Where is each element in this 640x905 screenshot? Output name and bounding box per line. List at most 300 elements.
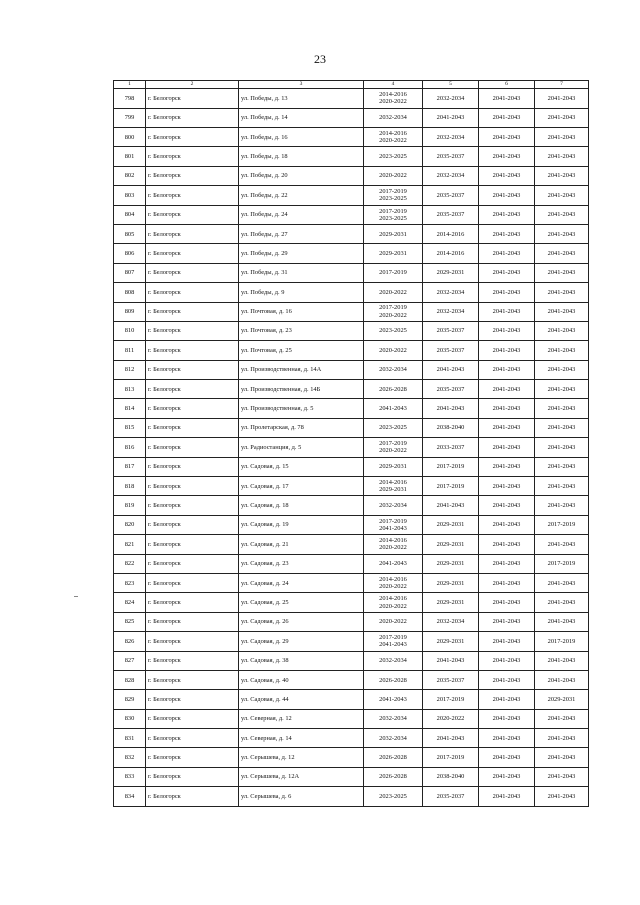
city-cell: г. Белогорск: [146, 166, 239, 185]
period-cell: 2020-2022: [364, 341, 423, 360]
period-cell: 2032-2034: [423, 283, 479, 302]
period-cell: 2020-2022: [364, 166, 423, 185]
table-row: [114, 767, 589, 786]
address-cell: ул. Садовая, д. 17: [239, 477, 364, 496]
period-cell: 2032-2034: [364, 360, 423, 379]
period-cell: 2041-2043: [535, 224, 589, 243]
table-row: [114, 535, 589, 554]
period-cell: 2041-2043: [479, 690, 535, 709]
period-cell: 2041-2043: [535, 127, 589, 146]
period-cell: 2041-2043: [535, 612, 589, 631]
city-cell: г. Белогорск: [146, 612, 239, 631]
row-number-cell: 806: [114, 244, 146, 263]
row-number-cell: 824: [114, 593, 146, 612]
row-number-cell: 798: [114, 89, 146, 108]
city-cell: г. Белогорск: [146, 632, 239, 651]
row-number-cell: 831: [114, 729, 146, 748]
table-row: [114, 302, 589, 321]
period-cell: 2041-2043: [364, 690, 423, 709]
city-cell: г. Белогорск: [146, 690, 239, 709]
city-cell: г. Белогорск: [146, 205, 239, 224]
address-cell: ул. Садовая, д. 24: [239, 573, 364, 592]
period-cell: 2017-2019 2041-2043: [364, 632, 423, 651]
table-row: [114, 360, 589, 379]
period-cell: 2032-2034: [364, 709, 423, 728]
period-cell: 2041-2043: [479, 767, 535, 786]
period-cell: 2041-2043: [535, 108, 589, 127]
address-cell: ул. Пролетарская, д. 78: [239, 418, 364, 437]
city-cell: г. Белогорск: [146, 670, 239, 689]
address-cell: ул. Садовая, д. 21: [239, 535, 364, 554]
table-row: [114, 554, 589, 573]
period-cell: 2041-2043: [479, 418, 535, 437]
period-cell: 2041-2043: [535, 89, 589, 108]
period-cell: 2032-2034: [364, 651, 423, 670]
row-number-cell: 803: [114, 186, 146, 205]
period-cell: 2041-2043: [423, 651, 479, 670]
city-cell: г. Белогорск: [146, 89, 239, 108]
period-cell: 2041-2043: [479, 108, 535, 127]
city-cell: г. Белогорск: [146, 515, 239, 534]
city-cell: г. Белогорск: [146, 496, 239, 515]
city-cell: г. Белогорск: [146, 127, 239, 146]
period-cell: 2023-2025: [364, 147, 423, 166]
table-row: [114, 651, 589, 670]
city-cell: г. Белогорск: [146, 321, 239, 340]
address-cell: ул. Садовая, д. 15: [239, 457, 364, 476]
table-body: [114, 89, 589, 806]
period-cell: 2041-2043: [423, 360, 479, 379]
address-cell: ул. Садовая, д. 18: [239, 496, 364, 515]
row-number-cell: 817: [114, 457, 146, 476]
column-number: 6: [479, 81, 535, 89]
period-cell: 2038-2040: [423, 767, 479, 786]
table-row: [114, 593, 589, 612]
period-cell: 2014-2016 2020-2022: [364, 593, 423, 612]
city-cell: г. Белогорск: [146, 283, 239, 302]
period-cell: 2029-2031: [423, 263, 479, 282]
period-cell: 2032-2034: [423, 166, 479, 185]
period-cell: 2041-2043: [535, 438, 589, 457]
period-cell: 2023-2025: [364, 418, 423, 437]
period-cell: 2038-2040: [423, 418, 479, 437]
table-row: [114, 418, 589, 437]
period-cell: 2041-2043: [479, 748, 535, 767]
period-cell: 2041-2043: [423, 399, 479, 418]
row-number-cell: 819: [114, 496, 146, 515]
city-cell: г. Белогорск: [146, 263, 239, 282]
row-number-cell: 802: [114, 166, 146, 185]
period-cell: 2017-2019: [423, 477, 479, 496]
address-cell: ул. Садовая, д. 19: [239, 515, 364, 534]
row-number-cell: 820: [114, 515, 146, 534]
table-row: [114, 748, 589, 767]
period-cell: 2041-2043: [423, 108, 479, 127]
address-cell: ул. Победы, д. 9: [239, 283, 364, 302]
period-cell: 2041-2043: [479, 360, 535, 379]
period-cell: 2017-2019: [535, 554, 589, 573]
period-cell: 2017-2019: [423, 690, 479, 709]
repair-schedule-table: [113, 80, 589, 807]
address-cell: ул. Победы, д. 14: [239, 108, 364, 127]
row-number-cell: 799: [114, 108, 146, 127]
period-cell: 2014-2016 2020-2022: [364, 89, 423, 108]
city-cell: г. Белогорск: [146, 748, 239, 767]
row-number-cell: 815: [114, 418, 146, 437]
row-number-cell: 809: [114, 302, 146, 321]
city-cell: г. Белогорск: [146, 244, 239, 263]
period-cell: 2041-2043: [535, 360, 589, 379]
row-number-cell: 808: [114, 283, 146, 302]
period-cell: 2041-2043: [479, 670, 535, 689]
period-cell: 2041-2043: [535, 767, 589, 786]
period-cell: 2041-2043: [535, 147, 589, 166]
row-number-cell: 829: [114, 690, 146, 709]
table-row: [114, 690, 589, 709]
period-cell: 2041-2043: [479, 438, 535, 457]
period-cell: 2041-2043: [479, 166, 535, 185]
table-row: [114, 108, 589, 127]
period-cell: 2029-2031: [364, 457, 423, 476]
period-cell: 2041-2043: [535, 593, 589, 612]
period-cell: 2035-2037: [423, 186, 479, 205]
period-cell: 2041-2043: [535, 302, 589, 321]
row-number-cell: 832: [114, 748, 146, 767]
table-row: [114, 399, 589, 418]
period-cell: 2041-2043: [479, 399, 535, 418]
address-cell: ул. Серышева, д. 6: [239, 787, 364, 806]
row-number-cell: 816: [114, 438, 146, 457]
period-cell: 2020-2022: [423, 709, 479, 728]
table-row: [114, 166, 589, 185]
period-cell: 2041-2043: [535, 709, 589, 728]
city-cell: г. Белогорск: [146, 341, 239, 360]
period-cell: 2014-2016 2020-2022: [364, 535, 423, 554]
address-cell: ул. Серышева, д. 12А: [239, 767, 364, 786]
city-cell: г. Белогорск: [146, 535, 239, 554]
period-cell: 2032-2034: [364, 496, 423, 515]
address-cell: ул. Победы, д. 20: [239, 166, 364, 185]
period-cell: 2041-2043: [535, 787, 589, 806]
period-cell: 2029-2031: [423, 554, 479, 573]
address-cell: ул. Производственная, д. 14Б: [239, 380, 364, 399]
row-number-cell: 804: [114, 205, 146, 224]
city-cell: г. Белогорск: [146, 380, 239, 399]
period-cell: 2041-2043: [535, 321, 589, 340]
period-cell: 2041-2043: [535, 418, 589, 437]
period-cell: 2029-2031: [364, 224, 423, 243]
period-cell: 2026-2028: [364, 748, 423, 767]
city-cell: г. Белогорск: [146, 399, 239, 418]
table-row: [114, 224, 589, 243]
row-number-cell: 825: [114, 612, 146, 631]
period-cell: 2041-2043: [535, 166, 589, 185]
period-cell: 2041-2043: [479, 244, 535, 263]
city-cell: г. Белогорск: [146, 224, 239, 243]
period-cell: 2026-2028: [364, 670, 423, 689]
row-number-cell: 826: [114, 632, 146, 651]
period-cell: 2017-2019: [423, 457, 479, 476]
period-cell: 2017-2019 2020-2022: [364, 438, 423, 457]
column-number: 7: [535, 81, 589, 89]
row-number-cell: 818: [114, 477, 146, 496]
period-cell: 2017-2019 2041-2043: [364, 515, 423, 534]
period-cell: 2041-2043: [479, 651, 535, 670]
column-number: 3: [239, 81, 364, 89]
table-row: [114, 573, 589, 592]
period-cell: 2041-2043: [535, 496, 589, 515]
address-cell: ул. Садовая, д. 29: [239, 632, 364, 651]
address-cell: ул. Победы, д. 16: [239, 127, 364, 146]
period-cell: 2041-2043: [479, 283, 535, 302]
period-cell: 2041-2043: [479, 535, 535, 554]
address-cell: ул. Производственная, д. 14А: [239, 360, 364, 379]
table-row: [114, 147, 589, 166]
period-cell: 2023-2025: [364, 787, 423, 806]
period-cell: 2032-2034: [364, 729, 423, 748]
period-cell: 2035-2037: [423, 205, 479, 224]
table-row: [114, 670, 589, 689]
table-row: [114, 709, 589, 728]
period-cell: 2014-2016: [423, 224, 479, 243]
address-cell: ул. Победы, д. 18: [239, 147, 364, 166]
table-row: [114, 612, 589, 631]
period-cell: 2041-2043: [535, 341, 589, 360]
period-cell: 2041-2043: [535, 573, 589, 592]
margin-mark: [74, 596, 78, 597]
table-row: [114, 186, 589, 205]
address-cell: ул. Почтовая, д. 23: [239, 321, 364, 340]
period-cell: 2035-2037: [423, 787, 479, 806]
period-cell: 2041-2043: [479, 127, 535, 146]
period-cell: 2041-2043: [535, 205, 589, 224]
address-cell: ул. Победы, д. 29: [239, 244, 364, 263]
city-cell: г. Белогорск: [146, 108, 239, 127]
column-number-header: [114, 81, 589, 89]
period-cell: 2041-2043: [479, 321, 535, 340]
row-number-cell: 805: [114, 224, 146, 243]
period-cell: 2032-2034: [423, 127, 479, 146]
period-cell: 2041-2043: [479, 573, 535, 592]
period-cell: 2017-2019 2023-2025: [364, 186, 423, 205]
city-cell: г. Белогорск: [146, 457, 239, 476]
city-cell: г. Белогорск: [146, 186, 239, 205]
row-number-cell: 812: [114, 360, 146, 379]
address-cell: ул. Производственная, д. 5: [239, 399, 364, 418]
table-row: [114, 321, 589, 340]
period-cell: 2041-2043: [479, 632, 535, 651]
table-row: [114, 457, 589, 476]
row-number-cell: 823: [114, 573, 146, 592]
table-row: [114, 787, 589, 806]
city-cell: г. Белогорск: [146, 418, 239, 437]
period-cell: 2041-2043: [479, 263, 535, 282]
period-cell: 2041-2043: [535, 244, 589, 263]
period-cell: 2041-2043: [479, 477, 535, 496]
period-cell: 2041-2043: [479, 787, 535, 806]
period-cell: 2035-2037: [423, 321, 479, 340]
city-cell: г. Белогорск: [146, 767, 239, 786]
period-cell: 2032-2034: [423, 612, 479, 631]
table-row: [114, 341, 589, 360]
period-cell: 2029-2031: [535, 690, 589, 709]
period-cell: 2041-2043: [479, 89, 535, 108]
address-cell: ул. Садовая, д. 23: [239, 554, 364, 573]
row-number-cell: 801: [114, 147, 146, 166]
period-cell: 2017-2019: [535, 515, 589, 534]
period-cell: 2017-2019 2023-2025: [364, 205, 423, 224]
period-cell: 2041-2043: [479, 224, 535, 243]
table-row: [114, 127, 589, 146]
city-cell: г. Белогорск: [146, 477, 239, 496]
table-row: [114, 515, 589, 534]
city-cell: г. Белогорск: [146, 729, 239, 748]
table-row: [114, 729, 589, 748]
period-cell: 2032-2034: [364, 108, 423, 127]
city-cell: г. Белогорск: [146, 302, 239, 321]
period-cell: 2041-2043: [479, 709, 535, 728]
period-cell: 2041-2043: [535, 748, 589, 767]
row-number-cell: 814: [114, 399, 146, 418]
row-number-cell: 807: [114, 263, 146, 282]
row-number-cell: 827: [114, 651, 146, 670]
period-cell: 2041-2043: [479, 515, 535, 534]
table-row: [114, 496, 589, 515]
period-cell: 2041-2043: [535, 263, 589, 282]
period-cell: 2029-2031: [423, 593, 479, 612]
address-cell: ул. Садовая, д. 44: [239, 690, 364, 709]
row-number-cell: 834: [114, 787, 146, 806]
address-cell: ул. Садовая, д. 38: [239, 651, 364, 670]
period-cell: 2017-2019 2020-2022: [364, 302, 423, 321]
column-number: 4: [364, 81, 423, 89]
address-cell: ул. Северная, д. 12: [239, 709, 364, 728]
address-cell: ул. Победы, д. 22: [239, 186, 364, 205]
period-cell: 2020-2022: [364, 612, 423, 631]
address-cell: ул. Садовая, д. 25: [239, 593, 364, 612]
period-cell: 2035-2037: [423, 147, 479, 166]
period-cell: 2041-2043: [535, 457, 589, 476]
column-number: 5: [423, 81, 479, 89]
page-number: 23: [314, 52, 326, 66]
city-cell: г. Белогорск: [146, 651, 239, 670]
period-cell: 2041-2043: [423, 729, 479, 748]
period-cell: 2041-2043: [479, 554, 535, 573]
period-cell: 2041-2043: [535, 186, 589, 205]
period-cell: 2017-2019: [535, 632, 589, 651]
period-cell: 2032-2034: [423, 302, 479, 321]
period-cell: 2032-2034: [423, 89, 479, 108]
row-number-cell: 811: [114, 341, 146, 360]
period-cell: 2041-2043: [479, 496, 535, 515]
period-cell: 2041-2043: [535, 729, 589, 748]
period-cell: 2029-2031: [423, 632, 479, 651]
period-cell: 2041-2043: [535, 477, 589, 496]
period-cell: 2041-2043: [479, 186, 535, 205]
period-cell: 2041-2043: [479, 593, 535, 612]
city-cell: г. Белогорск: [146, 593, 239, 612]
period-cell: 2017-2019: [423, 748, 479, 767]
row-number-cell: 800: [114, 127, 146, 146]
period-cell: 2029-2031: [423, 573, 479, 592]
row-number-cell: 833: [114, 767, 146, 786]
period-cell: 2041-2043: [479, 380, 535, 399]
period-cell: 2029-2031: [423, 535, 479, 554]
table-row: [114, 244, 589, 263]
row-number-cell: 810: [114, 321, 146, 340]
address-cell: ул. Садовая, д. 26: [239, 612, 364, 631]
period-cell: 2041-2043: [364, 399, 423, 418]
city-cell: г. Белогорск: [146, 147, 239, 166]
period-cell: 2041-2043: [423, 496, 479, 515]
period-cell: 2014-2016: [423, 244, 479, 263]
city-cell: г. Белогорск: [146, 554, 239, 573]
period-cell: 2041-2043: [479, 612, 535, 631]
address-cell: ул. Серышева, д. 12: [239, 748, 364, 767]
address-cell: ул. Радиостанция, д. 5: [239, 438, 364, 457]
period-cell: 2041-2043: [479, 457, 535, 476]
period-cell: 2026-2028: [364, 380, 423, 399]
address-cell: ул. Победы, д. 31: [239, 263, 364, 282]
address-cell: ул. Победы, д. 13: [239, 89, 364, 108]
period-cell: 2041-2043: [535, 651, 589, 670]
table-row: [114, 438, 589, 457]
period-cell: 2041-2043: [479, 729, 535, 748]
row-number-cell: 813: [114, 380, 146, 399]
period-cell: 2026-2028: [364, 767, 423, 786]
period-cell: 2020-2022: [364, 283, 423, 302]
address-cell: ул. Почтовая, д. 25: [239, 341, 364, 360]
period-cell: 2041-2043: [535, 283, 589, 302]
address-cell: ул. Северная, д. 14: [239, 729, 364, 748]
row-number-cell: 830: [114, 709, 146, 728]
table-row: [114, 263, 589, 282]
column-number: 1: [114, 81, 146, 89]
table-row: [114, 283, 589, 302]
period-cell: 2033-2037: [423, 438, 479, 457]
table-row: [114, 89, 589, 108]
address-cell: ул. Садовая, д. 40: [239, 670, 364, 689]
row-number-cell: 822: [114, 554, 146, 573]
table-row: [114, 380, 589, 399]
period-cell: 2035-2037: [423, 341, 479, 360]
row-number-cell: 828: [114, 670, 146, 689]
period-cell: 2014-2016 2029-2031: [364, 477, 423, 496]
address-cell: ул. Победы, д. 27: [239, 224, 364, 243]
period-cell: 2041-2043: [535, 535, 589, 554]
city-cell: г. Белогорск: [146, 787, 239, 806]
row-number-cell: 821: [114, 535, 146, 554]
column-number: 2: [146, 81, 239, 89]
period-cell: 2041-2043: [535, 380, 589, 399]
period-cell: 2041-2043: [535, 670, 589, 689]
address-cell: ул. Почтовая, д. 16: [239, 302, 364, 321]
period-cell: 2041-2043: [364, 554, 423, 573]
period-cell: 2041-2043: [479, 302, 535, 321]
period-cell: 2017-2019: [364, 263, 423, 282]
table-row: [114, 205, 589, 224]
period-cell: 2014-2016 2020-2022: [364, 127, 423, 146]
period-cell: 2029-2031: [423, 515, 479, 534]
period-cell: 2035-2037: [423, 670, 479, 689]
city-cell: г. Белогорск: [146, 438, 239, 457]
period-cell: 2041-2043: [479, 341, 535, 360]
address-cell: ул. Победы, д. 24: [239, 205, 364, 224]
city-cell: г. Белогорск: [146, 709, 239, 728]
period-cell: 2014-2016 2020-2022: [364, 573, 423, 592]
city-cell: г. Белогорск: [146, 360, 239, 379]
table-row: [114, 632, 589, 651]
